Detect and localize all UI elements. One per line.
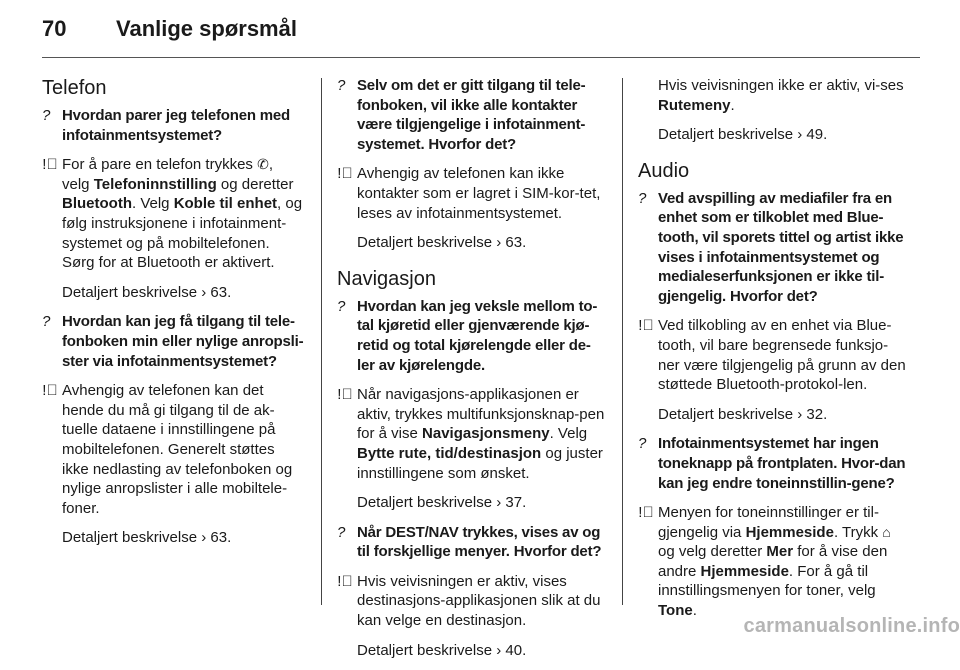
page-title: Vanlige spørsmål bbox=[116, 16, 297, 41]
question-mark-icon: ?⃝ bbox=[337, 77, 357, 94]
question-mark-icon: ?⃝ bbox=[337, 523, 357, 541]
exclamation-mark-icon: !⃝ bbox=[337, 386, 353, 404]
section-heading-audio: Audio bbox=[638, 159, 690, 182]
column-3 bbox=[638, 76, 908, 631]
question-mark-icon: ?⃝ bbox=[638, 189, 658, 207]
question: ?⃝ Hvordan kan jeg få tilgang til tele-fonboken min eller nylige anropsli-ster via infotainmentsystemet? bbox=[42, 313, 304, 370]
question-mark-icon: ?⃝ bbox=[42, 107, 62, 124]
column-2 bbox=[337, 76, 607, 670]
exclamation-mark-icon: !⃝ bbox=[638, 317, 654, 335]
home-icon: ⌂ bbox=[882, 523, 891, 540]
question: ?⃝ Ved avspilling av mediafiler fra en enhet som er tilkoblet med Blue-tooth, vil sporets tittel og artist ikke vises i infotainmentsystemet og medialeserfunksjonen er ikke til-gjengelig. Hvorfor det? bbox=[638, 189, 904, 305]
answer-continued: Hvis veivisningen ikke er aktiv, vi-ses Rutemeny. Detaljert beskrivelse › 49. bbox=[638, 76, 908, 145]
column-divider bbox=[622, 78, 623, 605]
reference-arrow-icon: › bbox=[496, 494, 502, 512]
question: ?⃝ Hvordan parer jeg telefonen med infotainmentsystemet? bbox=[42, 107, 291, 144]
section-heading-telefon: Telefon bbox=[42, 77, 107, 99]
answer: !⃝ Ved tilkobling av en enhet via Blue-tooth, vil bare begrensede funksjo-ner være tilgjengelig på grunn av den støttede Bluetooth-protokol-len. Detaljert beskrivelse › 32. bbox=[638, 316, 908, 424]
exclamation-mark-icon: !⃝ bbox=[42, 382, 58, 400]
reference: Detaljert beskrivelse › 37. bbox=[357, 494, 527, 512]
column-divider bbox=[321, 78, 322, 605]
question: ?⃝ Infotainmentsystemet har ingen toneknapp på frontplaten. Hvor-dan kan jeg endre toneinnstillin-gene? bbox=[638, 435, 906, 492]
question: ?⃝ Når DEST/NAV trykkes, vises av og til forskjellige menyer. Hvorfor det? bbox=[337, 523, 602, 561]
reference: Detaljert beskrivelse › 63. bbox=[62, 529, 232, 547]
reference-arrow-icon: › bbox=[797, 405, 803, 423]
question-mark-icon: ?⃝ bbox=[42, 313, 62, 331]
answer: !⃝ For å pare en telefon trykkes ✆, velg Telefoninnstilling og deretter Bluetooth. Velg Koble til enhet, og følg instruksjonene i infotainment-systemet og på mobiltelefonen. Sørg for at Bluetooth er aktivert. Detaljert beskrivelse › 63. bbox=[42, 156, 303, 301]
exclamation-mark-icon: !⃝ bbox=[42, 156, 58, 174]
answer: !⃝ Hvis veivisningen er aktiv, vises destinasjons-applikasjonen slik at du kan velge en destinasjon. Detaljert beskrivelse › 40. bbox=[337, 572, 607, 660]
exclamation-mark-icon: !⃝ bbox=[337, 572, 353, 590]
question: ?⃝ Selv om det er gitt tilgang til tele-fonboken, vil ikke alle kontakter være tilgjengelige i infotainment-systemet. Hvorfor det? bbox=[337, 77, 586, 153]
exclamation-mark-icon: !⃝ bbox=[638, 504, 654, 522]
reference: Detaljert beskrivelse › 49. bbox=[658, 126, 828, 144]
question-mark-icon: ?⃝ bbox=[638, 435, 658, 453]
reference-arrow-icon: › bbox=[496, 641, 502, 659]
watermark: carmanualsonline.info bbox=[743, 615, 960, 637]
page-header bbox=[42, 16, 920, 52]
question-mark-icon: ?⃝ bbox=[337, 297, 357, 315]
question: ?⃝ Hvordan kan jeg veksle mellom to-tal kjøretid eller gjenværende kjø-retid og total kjørelengde eller de-ler av kjørelengde. bbox=[337, 297, 598, 374]
reference-arrow-icon: › bbox=[201, 283, 207, 301]
reference: Detaljert beskrivelse › 40. bbox=[357, 641, 527, 659]
answer: !⃝ Når navigasjons-applikasjonen er aktiv, trykkes multifunksjonsknap-pen for å vise Navigasjonsmeny. Velg Bytte rute, tid/destinasjon og juster innstillingene som ønsket. Detaljert beskrivelse › 37. bbox=[337, 385, 607, 513]
reference: Detaljert beskrivelse › 63. bbox=[357, 234, 527, 252]
reference-arrow-icon: › bbox=[201, 529, 207, 547]
reference-arrow-icon: › bbox=[496, 234, 502, 252]
reference: Detaljert beskrivelse › 32. bbox=[658, 405, 828, 423]
header-rule bbox=[42, 57, 920, 58]
page-number: 70 bbox=[42, 16, 67, 41]
reference-arrow-icon: › bbox=[797, 126, 803, 144]
column-1 bbox=[42, 76, 304, 558]
answer: !⃝ Avhengig av telefonen kan det hende du må gi tilgang til de ak-tuelle dataene i innstillingene på mobiltelefonen. Generelt støttes ikke nedlasting av telefonboken og nylige anropslister i alle mobiltele-foner. Detaljert beskrivelse › 63. bbox=[42, 381, 304, 548]
phone-icon: ✆ bbox=[257, 156, 269, 173]
answer: !⃝ Avhengig av telefonen kan ikke kontakter som er lagret i SIM-kor-tet, leses av infotainmentsystemet. Detaljert beskrivelse › 63. bbox=[337, 164, 607, 252]
answer: !⃝ Menyen for toneinnstillinger er til-gjengelig via Hjemmeside. Trykk ⌂ og velg deretter Mer for å vise den andre Hjemmeside. For å gå til innstillingsmenyen for toner, velg Tone. bbox=[638, 504, 891, 620]
exclamation-mark-icon: !⃝ bbox=[337, 165, 353, 183]
reference: Detaljert beskrivelse › 63. bbox=[62, 283, 232, 301]
section-heading-navigasjon: Navigasjon bbox=[337, 267, 436, 290]
